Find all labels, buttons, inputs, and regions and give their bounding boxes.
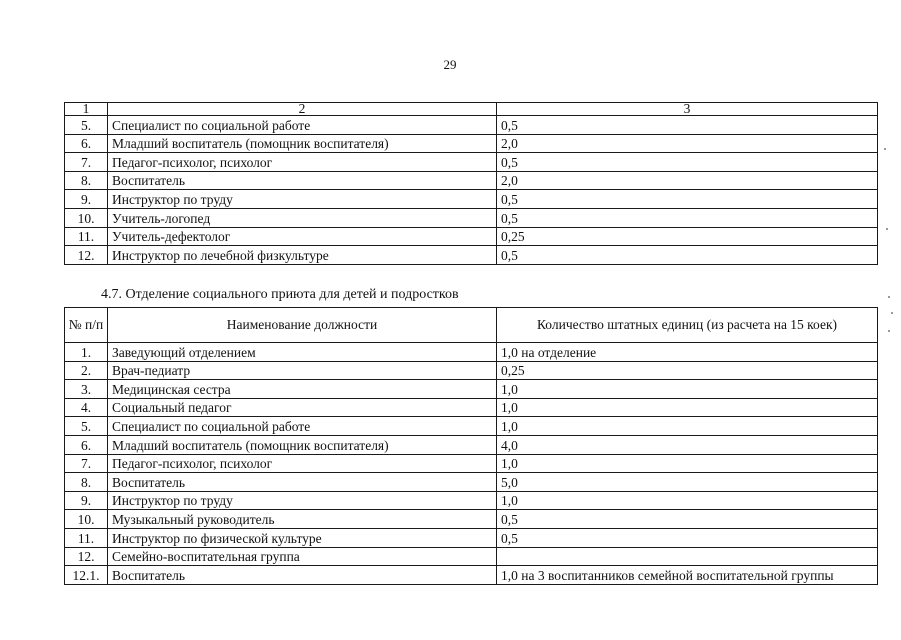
row-number: 4.	[65, 398, 108, 417]
staff-count: 1,0	[497, 398, 878, 417]
staff-count	[497, 547, 878, 566]
row-number: 11.	[65, 528, 108, 547]
staff-count: 2,0	[497, 134, 878, 153]
table-row	[65, 208, 878, 227]
scan-mark	[888, 296, 890, 298]
table-row	[65, 116, 878, 135]
table-row	[65, 227, 878, 246]
staff-count: 0,5	[497, 528, 878, 547]
staff-count: 0,5	[497, 153, 878, 172]
table-header-row	[65, 308, 878, 343]
shelter-staffing-table-body	[65, 343, 878, 585]
position-name: Воспитатель	[108, 566, 497, 585]
row-number: 7.	[65, 454, 108, 473]
row-number: 9.	[65, 190, 108, 209]
position-name: Инструктор по физической культуре	[108, 528, 497, 547]
row-number: 2.	[65, 361, 108, 380]
table-row	[65, 153, 878, 172]
row-number: 5.	[65, 116, 108, 135]
staff-count: 0,5	[497, 208, 878, 227]
row-number: 10.	[65, 510, 108, 529]
table-row	[65, 134, 878, 153]
row-number: 5.	[65, 417, 108, 436]
table-row	[65, 435, 878, 454]
page-number: 29	[443, 57, 457, 72]
table-row	[65, 398, 878, 417]
staff-count: 4,0	[497, 435, 878, 454]
position-name: Специалист по социальной работе	[108, 417, 497, 436]
section-heading: 4.7. Отделение социального приюта для детей и подростков	[101, 287, 459, 302]
position-name: Педагог-психолог, психолог	[108, 454, 497, 473]
table-row	[65, 343, 878, 362]
scan-mark	[891, 312, 893, 314]
staff-count: 0,25	[497, 361, 878, 380]
row-number: 11.	[65, 227, 108, 246]
table-row	[65, 510, 878, 529]
table-row	[65, 361, 878, 380]
scan-mark	[886, 228, 888, 230]
table-row	[65, 566, 878, 585]
row-number: 12.	[65, 547, 108, 566]
position-name: Воспитатель	[108, 473, 497, 492]
position-name: Социальный педагог	[108, 398, 497, 417]
header-position: Наименование должности	[108, 308, 497, 343]
row-number: 1.	[65, 343, 108, 362]
row-number: 7.	[65, 153, 108, 172]
row-number: 6.	[65, 134, 108, 153]
header-quantity: Количество штатных единиц (из расчета на 15 коек)	[497, 308, 878, 343]
position-name: Медицинская сестра	[108, 380, 497, 399]
staff-count: 2,0	[497, 171, 878, 190]
row-number: 8.	[65, 171, 108, 190]
position-name: Инструктор по лечебной физкультуре	[108, 246, 497, 265]
position-name: Педагог-психолог, психолог	[108, 153, 497, 172]
table-row	[65, 473, 878, 492]
staff-count: 0,5	[497, 246, 878, 265]
position-name: Младший воспитатель (помощник воспитателя)	[108, 435, 497, 454]
staff-count: 0,5	[497, 116, 878, 135]
scan-mark	[884, 148, 886, 150]
position-name: Врач-педиатр	[108, 361, 497, 380]
position-name: Специалист по социальной работе	[108, 116, 497, 135]
column-number-3: 3	[497, 103, 878, 116]
table-row	[65, 171, 878, 190]
staff-count: 1,0	[497, 454, 878, 473]
position-name: Музыкальный руководитель	[108, 510, 497, 529]
staff-count: 1,0	[497, 417, 878, 436]
table-row	[65, 491, 878, 510]
position-name: Инструктор по труду	[108, 190, 497, 209]
staff-count: 1,0	[497, 491, 878, 510]
position-name: Учитель-логопед	[108, 208, 497, 227]
staffing-table-continued-body	[65, 116, 878, 265]
row-number: 9.	[65, 491, 108, 510]
staffing-table-continued	[64, 102, 878, 265]
table-row	[65, 528, 878, 547]
header-number: № п/п	[65, 308, 108, 343]
row-number: 12.1.	[65, 566, 108, 585]
staff-count: 0,5	[497, 510, 878, 529]
table-row	[65, 190, 878, 209]
row-number: 12.	[65, 246, 108, 265]
table-row	[65, 417, 878, 436]
table-row	[65, 454, 878, 473]
position-name: Семейно-воспитательная группа	[108, 547, 497, 566]
table-row	[65, 246, 878, 265]
position-name: Инструктор по труду	[108, 491, 497, 510]
shelter-staffing-table	[64, 307, 878, 585]
column-number-2: 2	[108, 103, 497, 116]
row-number: 6.	[65, 435, 108, 454]
position-name: Воспитатель	[108, 171, 497, 190]
position-name: Младший воспитатель (помощник воспитателя)	[108, 134, 497, 153]
position-name: Заведующий отделением	[108, 343, 497, 362]
column-number-1: 1	[65, 103, 108, 116]
scan-mark	[888, 330, 890, 332]
row-number: 10.	[65, 208, 108, 227]
row-number: 3.	[65, 380, 108, 399]
staff-count: 0,5	[497, 190, 878, 209]
staff-count: 0,25	[497, 227, 878, 246]
column-number-row	[65, 103, 878, 116]
row-number: 8.	[65, 473, 108, 492]
table-row	[65, 547, 878, 566]
staff-count: 5,0	[497, 473, 878, 492]
staff-count: 1,0	[497, 380, 878, 399]
staff-count: 1,0 на 3 воспитанников семейной воспитательной группы	[497, 566, 878, 585]
staff-count: 1,0 на отделение	[497, 343, 878, 362]
table-row	[65, 380, 878, 399]
position-name: Учитель-дефектолог	[108, 227, 497, 246]
